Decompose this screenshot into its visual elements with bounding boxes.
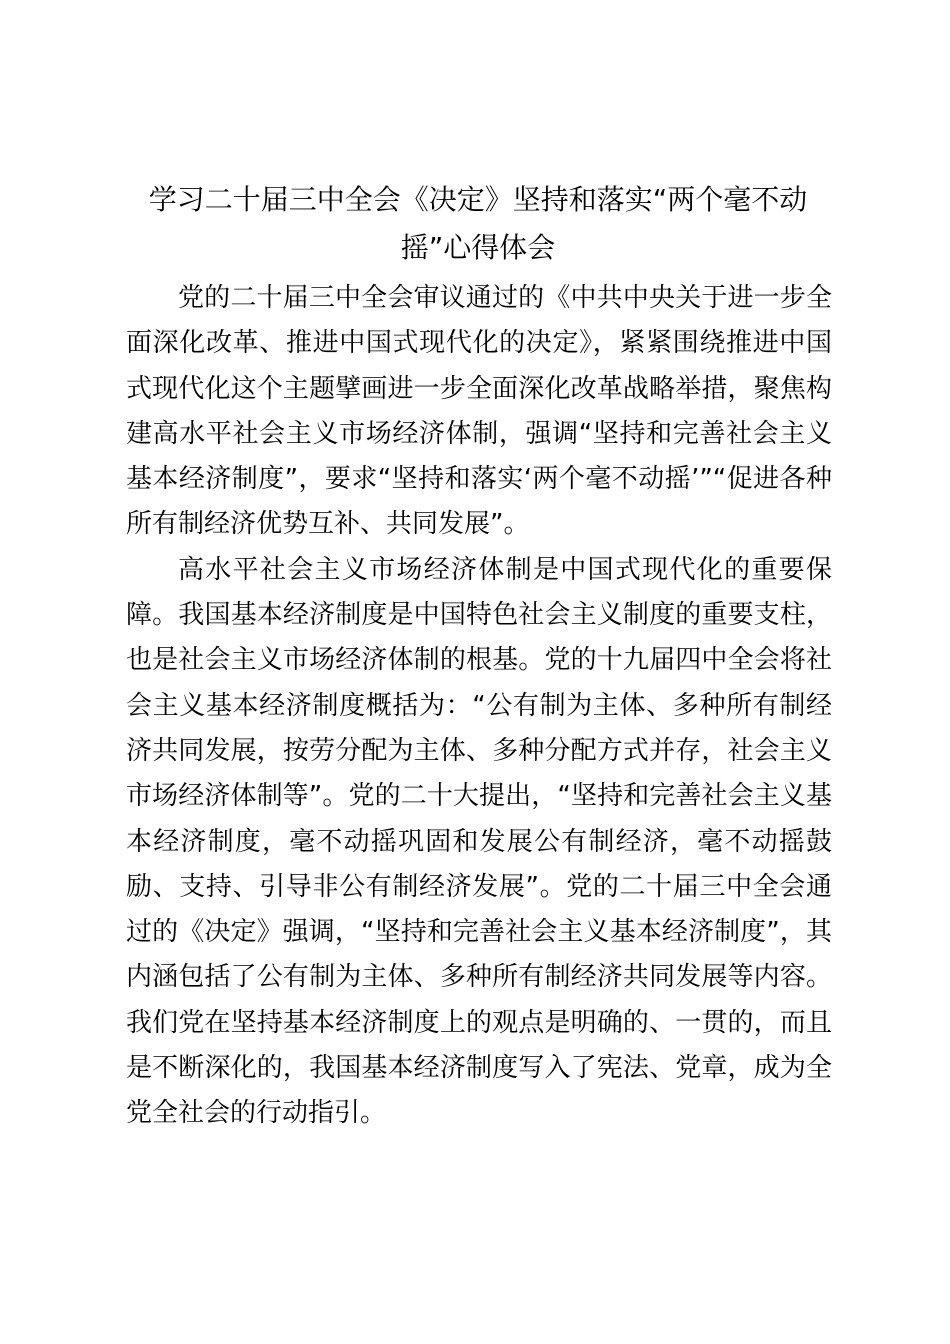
document-title: 学习二十届三中全会《决定》坚持和落实“两个毫不动摇”心得体会 xyxy=(148,183,808,264)
paragraph-2: 高水平社会主义市场经济体制是中国式现代化的重要保障。我国基本经济制度是中国特色社会主义制度的重要支柱，也是社会主义市场经济体制的根基。党的十九届四中全会将社会主义基本经济制度概括为：“公有制为主体、多种所有制经济共同发展，按劳分配为主体、多种分配方式并存，社会主义市场经济体制等”。党的二十大提出，“坚持和完善社会主义基本经济制度，毫不动摇巩固和发展公有制经济，毫不动摇鼓励、支持、引导非公有制经济发展”。党的二十届三中全会通过的《决定》强调，“坚持和完善社会主义基本经济制度”，其内涵包括了公有制为主体、多种所有制经济共同发展等内容。我们党在坚持基本经济制度上的观点是明确的、一贯的，而且是不断深化的，我国基本经济制度写入了宪法、党章，成为全党全社会的行动指引。 xyxy=(126,554,832,1129)
document-body xyxy=(126,276,832,1137)
paragraph-1: 党的二十届三中全会审议通过的《中共中央关于进一步全面深化改革、推进中国式现代化的决定》，紧紧围绕推进中国式现代化这个主题擘画进一步全面深化改革战略举措，聚焦构建高水平社会主义市场经济体制，强调“坚持和完善社会主义基本经济制度”，要求“坚持和落实‘两个毫不动摇’”“促进各种所有制经济优势互补、共同发展”。 xyxy=(126,283,832,540)
